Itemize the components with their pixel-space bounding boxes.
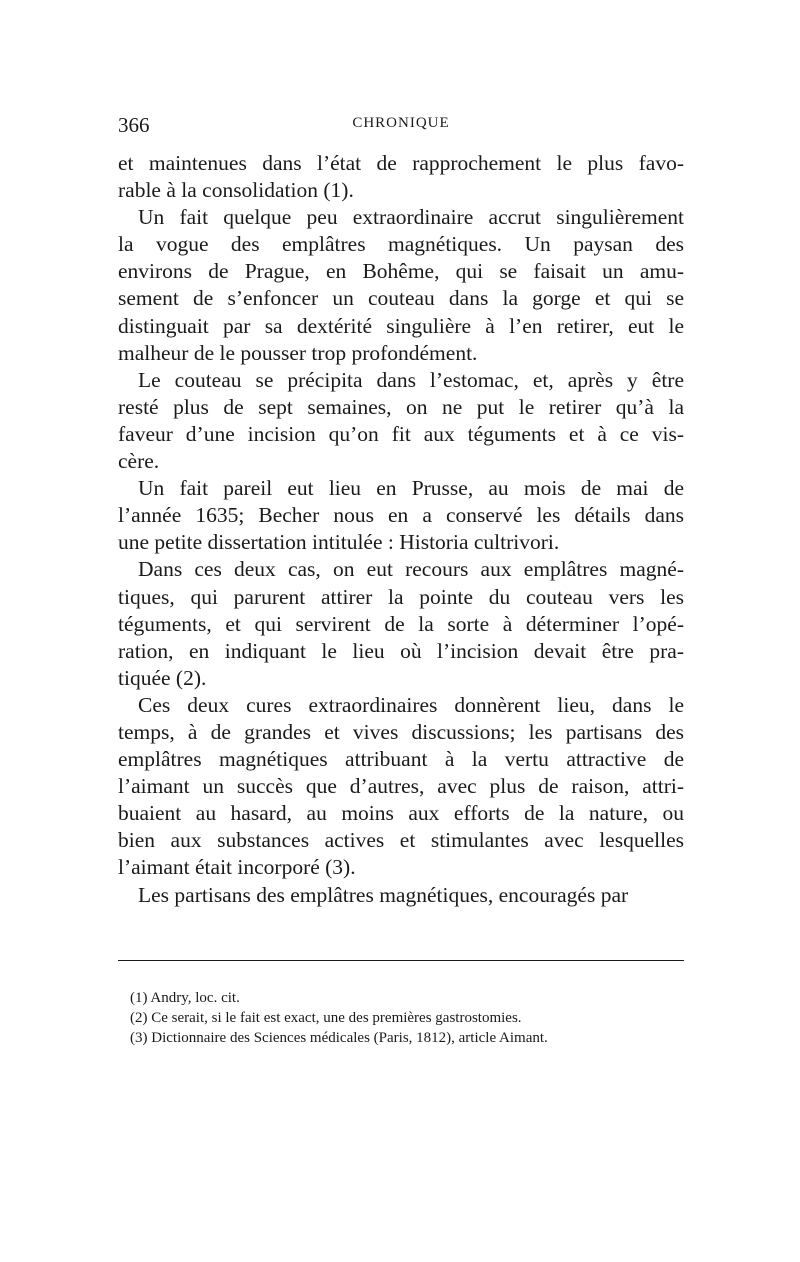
- page-number: 366: [118, 113, 150, 137]
- paragraph: [118, 150, 684, 204]
- footnote-3: (3) Dictionnaire des Sciences médicales (Paris, 1812), article Aimant.: [130, 1030, 548, 1046]
- text-line: environs de Prague, en Bohême, qui se faisait un amu-: [118, 259, 684, 284]
- text-line: malheur de le pousser trop profondément.: [118, 340, 478, 365]
- text-line: cère.: [118, 449, 160, 474]
- text-line: une petite dissertation intitulée : Historia cultrivori.: [118, 530, 560, 555]
- text-line: distinguait par sa dextérité singulière à l’en retirer, eut le: [118, 313, 684, 338]
- text-line: Ces deux cures extraordinaires donnèrent lieu, dans le: [138, 692, 684, 717]
- text-line: ration, en indiquant le lieu où l’incision devait être pra-: [118, 638, 684, 663]
- text-line: sement de s’enfoncer un couteau dans la gorge et qui se: [118, 286, 684, 311]
- text-line: rable à la consolidation (1).: [118, 178, 354, 203]
- text-line: Un fait pareil eut lieu en Prusse, au mois de mai de: [138, 476, 684, 501]
- paragraph: [118, 556, 684, 691]
- text-line: tiquée (2).: [118, 665, 207, 690]
- footnote-1: (1) Andry, loc. cit.: [130, 990, 240, 1006]
- text-line: Les partisans des emplâtres magnétiques, encouragés par: [138, 882, 629, 907]
- text-line: faveur d’une incision qu’on fit aux téguments et à ce vis-: [118, 421, 684, 446]
- paragraph: [118, 367, 684, 475]
- paragraph: [118, 204, 684, 367]
- text-line: l’aimant un succès que d’autres, avec plus de raison, attri-: [118, 774, 684, 799]
- text-line: Dans ces deux cas, on eut recours aux emplâtres magné-: [138, 557, 684, 582]
- text-line: téguments, et qui servirent de la sorte à déterminer l’opé-: [118, 611, 684, 636]
- paragraph: [118, 882, 684, 909]
- footnote-rule: [118, 960, 684, 961]
- footnote-2: (2) Ce serait, si le fait est exact, une des premières gastrostomies.: [130, 1010, 522, 1026]
- text-line: buaient au hasard, au moins aux efforts de la nature, ou: [118, 801, 684, 826]
- running-head: CHRONIQUE: [352, 115, 450, 131]
- paragraph: [118, 475, 684, 556]
- text-line: tiques, qui parurent attirer la pointe du couteau vers les: [118, 584, 684, 609]
- text-line: et maintenues dans l’état de rapprochement le plus favo-: [118, 151, 684, 175]
- footnotes: [130, 988, 690, 1048]
- text-line: Le couteau se précipita dans l’estomac, et, après y être: [138, 367, 684, 392]
- text-line: la vogue des emplâtres magnétiques. Un paysan des: [118, 232, 684, 257]
- text-line: emplâtres magnétiques attribuant à la vertu attractive de: [118, 747, 684, 772]
- text-line: Un fait quelque peu extraordinaire accrut singulièrement: [138, 205, 684, 230]
- paragraph: [118, 692, 684, 882]
- text-line: resté plus de sept semaines, on ne put le retirer qu’à la: [118, 394, 684, 419]
- text-line: temps, à de grandes et vives discussions; les partisans des: [118, 719, 684, 744]
- body-text: [118, 150, 684, 909]
- page-header: [118, 113, 684, 137]
- text-line: bien aux substances actives et stimulantes avec lesquelles: [118, 828, 684, 853]
- text-line: l’aimant était incorporé (3).: [118, 855, 356, 880]
- text-line: l’année 1635; Becher nous en a conservé les détails dans: [118, 503, 684, 528]
